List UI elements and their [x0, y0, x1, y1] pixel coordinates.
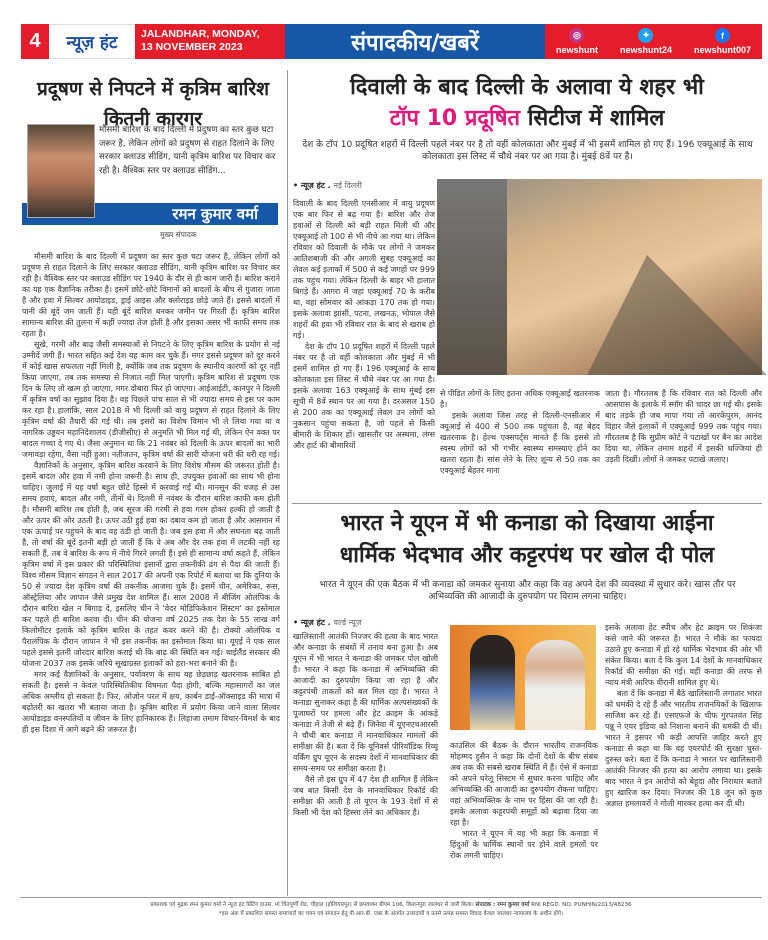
paragraph: वैसे तो इस ग्रुप में 47 देश ही शामिल हैं लेकिन जब बात किसी देश के मानवाधिकार रिकॉर्ड की समीक्षा की आती है तो यूएन के 193 देशों में से किसी भी देश को हिस्सा लेने का अधिकार है। — [293, 775, 438, 817]
social-links — [545, 24, 762, 59]
paragraph: वैज्ञानिकों के अनुसार, कृत्रिम बारिश करवाने के लिए विशेष मौसम की जरूरत होती है। इसमें बादल और हवा में नमी होना जरूरी है। साथ ही, उपयुक्त हवाओं का साथ भी होना चाहिए। जुलाई में यह वर्षा बहुत छोटे हिस्से में करवाई गई थी। मानसून की वजह से उस समय हवाएं, बादल और नमी, तीनों थे। दिल्ली में नवंबर के दौरान बारिश काफी कम होती है। मौसमी बारिश तब होती है, जब सूरज की गरमी से हवा गरम होकर हल्की हो जाती है और ऊपर की ओर उठती है। ऊपर उठी हुई हवा का दबाव कम हो जाता है और आसमान में एक ऊंचाई पर पहुंचने के बाद वह ठंडी हो जाती है। जब इस हवा में और सघनता बढ़ जाती है, तो वर्षा की बूंदें इतनी बड़ी हो जाती हैं कि वे अब और देर तक हवा में लटकी नहीं रह सकती हैं, तब वे बारिश के रूप में नीचे गिरने लगती हैं। इसे ही सामान्य वर्षा कहते हैं, लेकिन कृत्रिम वर्षा में इस प्रकार की परिस्थितियां इंसानों द्वारा तकनीकी ढंग से पैदा की जाती हैं। विश्व मौसम विज्ञान संगठन ने साल 2017 की अपनी एक रिपोर्ट में बताया था कि दुनिया के 50 से ज्यादा देश कृत्रिम वर्षा की तकनीक आजमा चुके हैं। इसमें चीन, अमेरिका, रूस, ऑस्ट्रेलिया और जापान जैसे प्रमुख देश शामिल हैं। साल 2008 में बीजिंग ओलंपिक के दौरान बारिश खेल न बिगाड़ दे, इसलिए चीन ने 'वेदर मोडिफिकेशन सिस्टम' का इस्तेमाल कर पहले ही बारिश करवा दी। चीन की योजना वर्ष 2025 तक देश के 55 लाख वर्ग किलोमीटर इलाके को कृत्रिम बारिश के तहत कवर करने की है। टोक्यो ओलंपिक व पैरालंपिक के दौरान जापान ने भी इस तकनीक का इस्तेमाल किया था। यूएई ने एक साल पहले इससे इतनी जोरदार बारिश कराई थी कि बाढ़ की स्थिति बन गई। थाईलैंड सरकार की योजना 2037 तक इसके जरिये सूखाग्रस्त इलाकों को हरा-भरा बनाने की है। — [22, 461, 280, 668]
editorial-headline: प्रदूषण से निपटने में कृत्रिम बारिश कितनी कारगर — [36, 78, 270, 130]
paragraph: जाता है। गौरतलब है कि रविवार रात को दिल्ली और आसपास के इलाके में स्मॉग की चादर छा गई थी। इसके बाद तड़के ही जब मापा गया तो आरकेपुरम, आनंद विहार जैसे इलाकों में एक्यूआई 999 तक पहुंच गया। गौरतलब है कि सुप्रीम कोर्ट ने पटाखों पर बैन का आदेश दिया था, लेकिन तमाम शहरों में इसकी धज्जियां ही उड़ती दिखीं। लोगों ने जमकर पटाखे जलाए। — [605, 389, 762, 464]
imprint-text: प्रकाशक एवं मुद्रक रमन कुमार वर्मा ने न्यूज़ हंट प्रिंटिंग हाउस, मां चिंतपूर्णी रोड, चौहाल (होशियारपुर) से छपवाकर बीएम 106, किशनपुरा जालंधर से जारी किया। — [150, 902, 474, 908]
masthead-bar — [21, 24, 762, 59]
rni-number: RNI REGD. NO. PUNHIN/2013/48236 — [531, 902, 632, 908]
story1-headline — [292, 72, 762, 134]
social-twitter[interactable] — [620, 28, 672, 55]
pollution-photo — [437, 179, 762, 375]
social-handle: newshunt24 — [619, 45, 672, 55]
social-instagram[interactable] — [556, 28, 598, 55]
date-line-2: 13 NOVEMBER 2023 — [141, 41, 243, 53]
story2-col2 — [450, 740, 598, 894]
story1-col1 — [293, 198, 435, 498]
social-handle: newshunt007 — [693, 45, 751, 55]
road-shape — [587, 255, 767, 375]
column-divider — [287, 70, 288, 896]
leaders-photo — [450, 625, 596, 730]
byline-place: वर्ल्ड न्यूज़ — [333, 618, 362, 627]
footer-divider — [20, 897, 762, 898]
story1-col2 — [440, 388, 600, 500]
byline-source: • न्यूज़ हंट . — [293, 181, 331, 190]
story2-col3 — [605, 622, 762, 894]
newspaper-logo: न्यूज़ हंट — [49, 24, 135, 59]
paragraph: मगर कई वैज्ञानिकों के अनुसार, पर्यावरण के साथ यह छेड़छाड़ खतरनाक साबित हो सकती है। इससे न केवल पारिस्थितिकीय विषमता पैदा होगी, बल्कि महासागरों का जल अधिक अम्लीय हो सकता है। फिर, ओज़ोन परत में क्षय, कार्बन डाई-ऑक्साइड की मात्रा में बढ़ोतरी का खतरा भी बताया जाता है। कृत्रिम बारिश में प्रयोग किया जाने वाला सिल्वर आयोडाइड वनस्पतियों व जीवन के लिए हानिकारक है। लिहाजा तमाम विचार-विमर्श के बाद ही इस दिशा में आगे बढ़ने की जरूरत है। — [22, 670, 280, 734]
paragraph: काउंसिल की बैठक के दौरान भारतीय राजनयिक मोहम्मद हुसैन ने कहा कि दोनों देशों के बीच संबंध अब तक की सबसे खराब स्थिति में हैं। ऐसे में कनाडा को अपने घरेलू सिस्टम में सुधार करना चाहिए और अभिव्यक्ति की आजादी का दुरुपयोग रोकना चाहिए। वहां अभिव्यक्तिक के नाम पर हिंसा की जा रही है। इसके अलावा कट्टरपंथी समूहों को बढ़ावा दिया जा रहा है। — [450, 741, 598, 827]
paragraph: देश के टॉप 10 प्रदूषित शहरों में दिल्ली पहले नंबर पर है तो वहीं कोलकाता और मुंबई में भी इसमें शामिल हो गए हैं। 196 एक्यूआई के साथ कोलकाता इस लिस्ट में चौथे नंबर पर आ गया है। इसके अलावा 163 एक्यूआई के साथ मुंबई इस सूची में 8वें स्थान पर आ गया है। दरअसल 150 से 200 तक का एक्यूआई लेवल उन लोगों को नुकसान पहुंचा सकता है, जो पहले से किसी बीमारी के शिकार हों। खासतौर पर अस्थमा, लंग्स और हार्ट की बीमारियों — [293, 342, 435, 450]
date-line-1: JALANDHAR, MONDAY, — [141, 28, 260, 40]
byline-source: • न्यूज़ हंट . — [293, 618, 331, 627]
author-name: रमन कुमार वर्मा — [172, 205, 258, 223]
page-number: 4 — [21, 24, 49, 59]
social-handle: newshunt — [555, 45, 598, 55]
headline-line: दिवाली के बाद दिल्ली के अलावा ये शहर भी — [350, 75, 704, 100]
paragraph: दिवाली के बाद दिल्ली एनसीआर में वायु प्रदूषण एक बार फिर से बढ़ गया है। बारिश और तेज हवाओं से दिल्ली को बड़ी राहत मिली थी और एक्यूआई तो 100 से भी नीचे आ गया था। लेकिन रविवार को दिवाली के मौके पर लोगों ने जमकर आतिशबाजी की और अगली सुबह एक्यूआई का लेवल कई इलाकों में 500 से कई जगहों पर 999 तक पहुंच गया। लेकिन दिल्ली के बाहर भी हालात बिगड़े हैं। आगरा में जहां एक्यूआई 70 के करीब था, वहां सोमवार को आंकड़ा 170 तक हो गया। इसके अलावा झांसी, पटना, लखनऊ, भोपाल जैसे शहरों की हवा भी रविवार रात के बाद से खराब हो गई। — [293, 199, 435, 340]
byline-place: नई दिल्ली — [333, 181, 362, 190]
headline-highlight: टॉप 10 प्रदूषित — [389, 106, 521, 131]
imprint — [20, 901, 762, 919]
paragraph: इसके अलावा जिस तरह से दिल्ली-एनसीआर में क्यूआई से 400 से 500 तक पहुंचता है, वह बेहद खतरनाक है। हेल्थ एक्सपर्ट्स मानते हैं कि इससे तो स्वस्थ लोगों को भी गंभीर स्वास्थ्य समस्याएं होने का खतरा रहता है। सांस लेने के लिए शून्य से 50 तक का एक्यूआई बेहतर माना — [440, 411, 600, 475]
editorial-intro: मौसमी बारिश के बाद दिल्ली में प्रदुषण का स्तर कुछ घटा जरूर है, लेकिन लोगों को प्रदुषण से राहत दिलाने के लिए सरकार क्लाउड सीडिंग, यानी कृत्रिम बारिश पर विचार कर रही है। वैश्विक स्तर पर क्लाउड सीडिंग... — [99, 125, 276, 176]
social-facebook[interactable] — [694, 28, 751, 55]
paragraph: इसके अलावा हेट स्पीच और हेट क्राइम पर शिकंजा कसे जाने की जरूरत है। भारत ने मौके का फायदा उठाते हुए कनाडा में हो रहे धार्मिक भेदभाव की ओर भी संकेत किया। बता दें कि कुल 14 देशों के मानवाधिकार रिकॉर्ड की समीक्षा की गई। वहीं कनाडा की तरफ से न्याय मंत्री आरिफ वीरानी शामिल हुए थे। — [605, 623, 762, 687]
person-shape — [525, 640, 585, 730]
author-photo — [27, 124, 95, 218]
author-title: मुख्य संपादक — [160, 230, 197, 239]
paragraph: खालिस्तानी आतंकी निज्जर की हत्या के बाद भारत और कनाडा के संबंधों में तनाव बना हुआ है। अब यूएन में भी भारत ने कनाडा की जमकर पोल खोली है। भारत ने कहा कि कनाडा में अभिव्यक्ति की आजादी का दुरुपयोग किया जा रहा है और कट्टरपंथी ताकतों को बल मिल रहा है। भारत ने कनाडा सुनाकर कहा है की धार्मिक अल्पसंख्यकों के पूजाघरों पर हमला और हेट क्राइम के आंकड़े कनाडा में तेजी से बढ़े हैं। जिनेवा में यूएनएचआरसी ने चौथी बार कनाडा में मानवाधिकार मामलों की समीक्षा की है। बता दें कि यूनिवर्स पीरियॉडिक रिव्यू वर्किंग ग्रुप यूएन के सदस्य देशों में मानवाधिकार की समय-समय पर समीक्षा करता है। — [293, 632, 438, 773]
imprint-editor: संपादक : रमन कुमार वर्मा — [475, 902, 530, 908]
story1-col3 — [605, 388, 762, 500]
story2-byline — [293, 617, 362, 628]
story1-summary: देश के टॉप 10 प्रदूषित शहरों में दिल्ली पहले नंबर पर है तो वहीं कोलकाता और मुंबई में भी इसमें शामिल हो गए हैं। 196 एक्यूआई के साथ कोलकाता इस लिस्ट में चौथे नंबर पर आ गया है। मुंबई 8वें पर है। — [302, 140, 753, 162]
story-divider — [292, 503, 762, 504]
paragraph: बता दें कि कनाडा में बैठे खालिस्तानी लगातार भारत को धमकी दे रहे हैं और भारतीय राजनयिकों के खिलाफ साजिश कर रहे हैं। एसएफजे के चीफ गुरपतवंत सिंह पन्नू ने एयर इंडिया को निशाना बनाने की धमकी दी थी। भारत ने इसपर भी कड़ी आपत्ति जाहिर करते हुए कनाडा से कहा था कि वह एयरपोर्ट की सुरक्षा चुस्त-दुरुस्त करे। बता दें कि कनाडा ने भारत पर खालिस्तानी आतंकी निज्जर की हत्या का आरोप लगाया था। इसके बाद भारत ने इन आरोपो को बेहूदा और निराधार बताते हुए खारिज कर दिया। निज्जर की 18 जून को कुछ अज्ञात हमलावरों ने गोली मारकर हत्या कर दी थी। — [605, 689, 762, 808]
editorial-body — [22, 251, 280, 891]
story1-byline — [293, 180, 362, 191]
story2-summary: भारत ने यूएन की एक बैठक में भी कनाडा को जमकर सुनाया और कहा कि वह अपने देश की व्यवस्था में सुधार करे। खास तौर पर अभिव्यक्ति की आजादी के दुरुपयोग पर विराम लगना चाहिए। — [319, 580, 736, 602]
story2-headline — [292, 508, 762, 572]
dateline — [135, 24, 285, 59]
paragraph: सूखे, गरमी और बाढ़ जैसी समस्याओं से निपटने के लिए कृत्रिम बारिश के प्रयोग से नई उम्मीदें जगी हैं। भारत सहित कई देश यह काम कर चुके हैं। मगर इससे प्रदूषण को दूर करने में कोई खास सफलता नहीं मिली है, क्योंकि जब तक प्रदूषण के स्थानीय कारणों को दूर नहीं किया जाएगा, तब तक समस्या से निजात नहीं मिल पाएगी। कृत्रिम बारिश से प्रदूषण एक दिन के लिए तो खत्म हो जाएगा, मगर दोबारा फिर हो जाएगा। आईआईटी, कानपुर ने दिल्ली में कृत्रिम वर्षा का सुझाव दिया है। वह पिछले पांच साल से भी ज्यादा समय से इस पर काम कर रहा है। हालांकि, साल 2018 में भी दिल्ली को वायु प्रदूषण से राहत दिलाने के लिए कृत्रिम वर्षा की तैयारी की गई थी। तब इसरो का विशेष विमान भी ले लिया गया था व नागरिक उड्डयन महानिदेशालय (डीजीसीए) से अनुमति भी मिल गई थी, लेकिन ऐन वक्त पर बादल गच्चा दे गए थे। जैसा अनुमान था कि 21 नवंबर को दिल्ली के ऊपर बादलों का भारी जमावड़ा रहेगा, वैसा नहीं हुआ। नतीजतन, कृत्रिम वर्षा की सारी योजना धरी की धरी रह गई। — [22, 340, 280, 459]
building-shape — [437, 179, 507, 375]
paragraph: से पीड़ित लोगों के लिए इतना अधिक एक्यूआई खतरनाक है। — [440, 389, 600, 409]
paragraph: मौसमी बारिश के बाद दिल्ली में प्रदूषण का स्तर कुछ घटा जरूर है, लेकिन लोगों को प्रदूषण से राहत दिलाने के लिए सरकार क्लाउड सीडिंग, यानी कृत्रिम बारिश पर विचार कर रही है। वैश्विक स्तर पर क्लाउड सीडिंग पर 1940 के दौर से ही काम जारी है। बारिश कराने का यह एक वैज्ञानिक तरीका है। इसमें छोटे-छोटे विमानों को बादलों के बीच से गुजारा जाता है और हवा में सिल्वर आयोडाइड, ड्राई आइस और क्लोराइड छोड़े जाते हैं। इससे बादलों में पानी की बूंदें जम जाती हैं। यही बूंदें बारिश बनकर जमीन पर गिरती हैं। कृत्रिम बारिश सामान्य बारिश की तुलना में कहीं ज्यादा तेज होती है और इसका असर भी काफी समय तक रहता है। — [22, 252, 280, 338]
section-title: संपादकीय/खबरें — [285, 24, 545, 59]
facebook-icon: f — [715, 28, 730, 43]
headline-line: भारत ने यूएन में भी कनाडा को दिखाया आईना — [340, 511, 714, 536]
headline-line: सिटीज में शामिल — [520, 106, 665, 131]
instagram-icon: ◎ — [569, 28, 584, 43]
story2-col1 — [293, 631, 438, 894]
imprint-disclaimer: *इस अंक में प्रकाशित समस्त समाचारों का चयन एवं संपादन हेतु पी.आर.बी. एक्ट के अंतर्गत उत्तरदायी व उनसे उत्पन्न समस्त विवाद केवल जालंधर न्यायालय के अधीन होंगे। — [218, 911, 564, 917]
twitter-icon: ✦ — [638, 28, 653, 43]
person-shape — [470, 635, 515, 730]
paragraph: भारत ने यूएन में यह भी कहा कि कनाडा में हिंदुओं के धार्मिक स्थानों पर होने वाले हमलों पर रोक लगनी चाहिए। — [450, 829, 598, 860]
headline-line: धार्मिक भेदभाव और कट्टरपंथ पर खोल दी पोल — [339, 543, 715, 568]
